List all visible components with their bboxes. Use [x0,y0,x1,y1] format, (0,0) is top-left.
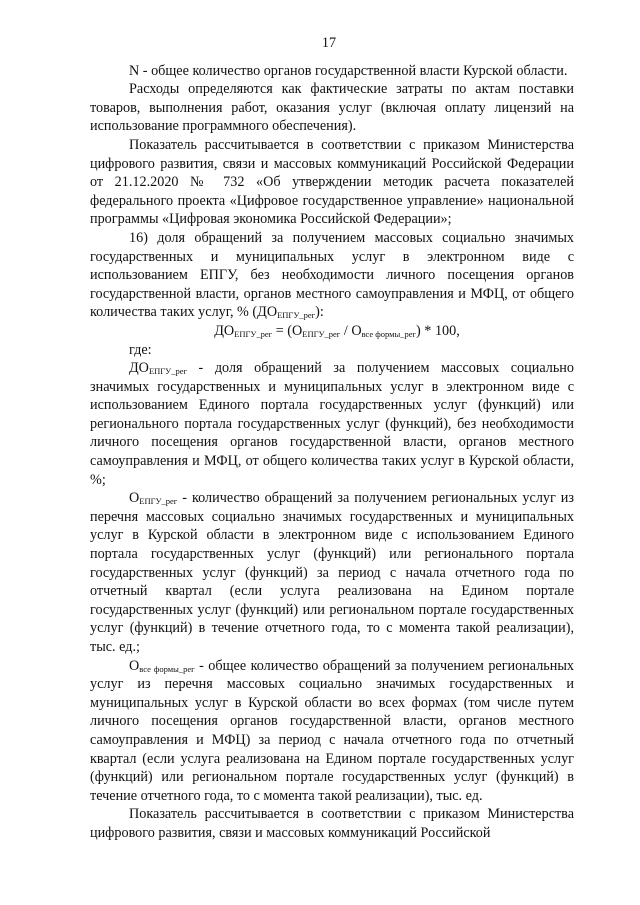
definition-o-all-forms [90,657,574,806]
definition-do-text: - доля обращений за получением массовых социально значимых государственных и муниципальных услуг в электронном виде с использованием Единого портала государственных услуг (функций) или регионального портала государственных услуг (функций), без необходимости личного посещения органов государственной власти, органов местного самоуправления и МФЦ, от общего количества таких услуг в Курской области, %; [90,360,574,488]
indicator-16-text: 16) доля обращений за получением массовых социально значимых государственных и муниципальных услуг в электронном виде с использованием ЕПГУ, без необходимости личного посещения органов государственной власти, органов местного самоуправления и МФЦ, от общего количества таких услуг, % (ДО [90,229,574,321]
indicator-16-subscript: ЕПГУ_рег [277,310,316,321]
indicator-16-end: ): [315,304,324,321]
paragraph-n-definition: N - общее количество органов государственной власти Курской области. [129,62,568,79]
paragraph-methodology-reference: Показатель рассчитывается в соответствии с приказом Министерства цифрового развития, связи и массовых коммуникаций Российской Федерации от 21.12.2020 № 732 «Об утверждении методик расчета показателей федерального проекта «Цифровое государственное управление» национальной программы «Цифровая экономика Российской Федерации»; [90,136,574,228]
definition-o-epgu [90,489,574,656]
paragraph-indicator-16 [90,229,574,322]
definition-o-all-subscript: все формы_рег [139,663,195,674]
where-label: где: [129,341,152,358]
paragraph-expenses: Расходы определяются как фактические затраты по актам поставки товаров, выполнения работ, оказания услуг (включая оплату лицензий на использование программного обеспечения). [90,81,574,135]
definition-o-epgu-text: - количество обращений за получением региональных услуг из перечня массовых социально значимых государственных и муниципальных услуг в Курской области в электронном виде с использованием Единого портала государственных услуг (функций) или регионального портала государственных услуг (функций) за период с начала отчетного года по отчетный квартал (если услуга реализована на Едином портале государственных услуг (функций) или региональном портале государственных услуг (функций) в течение отчетного года, то с момента такой реализации), тыс. ед.; [90,490,574,655]
formula-denominator-subscript: все формы_рег [361,328,417,339]
definition-do-subscript: ЕПГУ_рег [148,366,187,377]
page-number: 17 [321,35,337,51]
definition-o-all-symbol: О [129,657,140,674]
formula-divide-denominator: / О [340,322,362,339]
formula [90,322,574,341]
definition-o-epgu-subscript: ЕПГУ_рег [139,496,178,507]
definition-o-all-text: - общее количество обращений за получением региональных услуг из перечня массовых социально значимых государственных и муниципальных услуг в Курской области во всех формах (том числе путем личного посещения органов государственной власти, органов местного самоуправления и МФЦ) за период с начала отчетного года по отчетный квартал (если услуга реализована на Едином портале государственных услуг (функций) или региональном портале государственных услуг (функций) в течение отчетного года, то с момента такой реализации), тыс. ед. [90,657,575,804]
definition-o-epgu-symbol: О [129,490,140,507]
formula-tail: ) * 100, [416,322,460,339]
formula-lhs-subscript: ЕПГУ_рег [234,328,273,339]
definition-do-epgu [90,359,574,489]
formula-equals-numerator: = (О [272,322,303,339]
formula-numerator-subscript: ЕПГУ_рег [302,328,341,339]
definition-do-symbol: ДО [129,360,149,377]
formula-lhs: ДО [214,322,235,339]
paragraph-methodology-reference-2: Показатель рассчитывается в соответствии с приказом Министерства цифрового развития, связи и массовых коммуникаций Российской [90,806,574,841]
